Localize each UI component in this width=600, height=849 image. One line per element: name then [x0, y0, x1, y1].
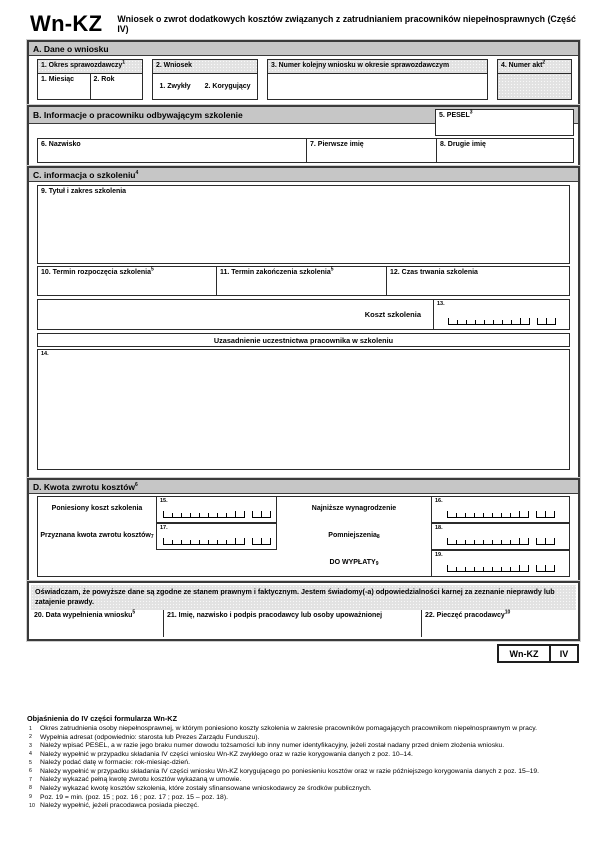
footnote-number: 2 — [29, 734, 32, 741]
fill-date-cell[interactable] — [31, 610, 163, 637]
footnote-text: Należy wypełnić w przypadku składania IV części wniosku Wn-KZ zwykłego oraz w razie korygowania danych z poz. 10–14. — [40, 750, 413, 758]
footnote-item — [27, 751, 579, 760]
reporting-period-box — [37, 59, 143, 100]
footnote-text: Należy wpisać PESEL, a w razie jego braku numer dowodu tożsamości lub inny numer identyfikacyjny, jeżeli został nadany przed dniem złożenia wniosku. — [40, 742, 505, 750]
training-cost-label-cell — [37, 299, 434, 330]
footnotes-title: Objaśnienia do IV części formularza Wn-KZ — [27, 714, 178, 723]
label-sup: 1 — [122, 60, 125, 66]
label-sup: 5 — [132, 609, 136, 616]
footnote-number: 9 — [29, 794, 32, 800]
label-text: 1. Okres sprawozdawczy — [41, 62, 123, 69]
training-title-input[interactable] — [37, 185, 570, 264]
option-zwykly[interactable]: 1. Zwykły — [159, 83, 191, 90]
footnote-item — [27, 785, 579, 794]
granted-amount-label: Przyznana kwota zwrotu kosztów 7 — [40, 532, 154, 540]
amount-comb — [157, 511, 276, 518]
footnote-item — [27, 742, 579, 751]
min-wage-field[interactable] — [431, 496, 570, 523]
footnote-number: 1 — [29, 725, 32, 732]
request-number-input[interactable] — [268, 74, 487, 99]
footnote-text: Wypełnia adresat (odpowiednio: starosta lub Prezes Zarządu Funduszu). — [40, 733, 260, 741]
section-d — [27, 478, 580, 582]
section-a-header: A. Dane o wniosku — [29, 42, 578, 56]
reductions-field[interactable] — [431, 523, 570, 550]
form-title-row — [30, 11, 578, 37]
section-b — [27, 105, 580, 167]
duration-cell[interactable] — [386, 266, 570, 296]
start-date-cell[interactable] — [37, 266, 217, 296]
footnote-item — [27, 802, 579, 811]
stamp-label — [422, 610, 576, 622]
middlename-cell[interactable] — [436, 138, 574, 163]
year-cell[interactable]: 2. Rok — [93, 76, 115, 83]
label-text: DO WYPŁATY — [329, 559, 376, 567]
end-date-cell[interactable] — [216, 266, 387, 296]
incurred-cost-field[interactable] — [156, 496, 277, 523]
reporting-period-label — [38, 60, 142, 74]
granted-amount-field[interactable] — [156, 523, 277, 550]
label-text: 20. Data wypełnienia wniosku — [34, 612, 133, 619]
file-number-input[interactable] — [498, 74, 571, 99]
field-number: 13. — [437, 301, 445, 307]
form-title: Wniosek o zwrot dodatkowych kosztów związanych z zatrudnianiem pracowników niepełnosprawnych (Część IV) — [117, 13, 576, 34]
badge-part: IV — [559, 648, 569, 659]
footnote-number: 10 — [29, 802, 35, 809]
field-number: 17. — [160, 525, 168, 531]
lastname-label: 6. Nazwisko — [41, 141, 81, 148]
footnote-text: Poz. 19 = min. (poz. 15 ; poz. 16 ; poz. 17 ; poz. 15 – poz. 18). — [40, 793, 228, 801]
footnote-text: Należy wykazać kwotę kosztów szkolenia, które zostały sfinansowane wnioskodawcy ze środków publicznych. — [40, 784, 372, 792]
request-number-box — [267, 59, 488, 100]
label-text: 22. Pieczęć pracodawcy — [425, 612, 505, 619]
label-text: 11. Termin zakończenia szkolenia — [220, 269, 331, 276]
end-date-label — [217, 267, 386, 279]
pesel-label — [436, 110, 573, 122]
footnote-number: 6 — [29, 768, 32, 775]
footnote-item — [27, 794, 579, 803]
min-wage-label: Najniższe wynagrodzenie — [311, 505, 397, 513]
label-text: 4. Numer akt — [501, 62, 543, 69]
payout-field[interactable] — [431, 550, 570, 577]
request-type-box — [152, 59, 258, 100]
firstname-label: 7. Pierwsze imię — [310, 141, 364, 148]
justification-input[interactable] — [37, 349, 570, 470]
field-number: 19. — [435, 552, 443, 558]
pesel-input[interactable] — [435, 109, 574, 136]
amount-comb — [434, 318, 569, 325]
footnote-item — [27, 759, 579, 768]
footnote-number: 8 — [29, 785, 32, 792]
section-c-header — [29, 168, 578, 182]
field-number: 16. — [435, 498, 443, 504]
declaration-box — [27, 581, 580, 641]
footnote-item — [27, 725, 579, 734]
lastname-cell[interactable] — [37, 138, 307, 163]
payout-label: DO WYPŁATY 9 — [329, 559, 379, 567]
label-text: 10. Termin rozpoczęcia szkolenia — [41, 269, 151, 276]
amount-comb — [157, 538, 276, 545]
request-number-label: 3. Numer kolejny wniosku w okresie sprawozdawczym — [268, 60, 487, 74]
firstname-cell[interactable] — [306, 138, 437, 163]
request-type-label: 2. Wniosek — [153, 60, 257, 74]
footnote-number: 7 — [29, 776, 32, 783]
reductions-label: Pomniejszenia 8 — [328, 532, 380, 540]
justification-header-bar — [37, 333, 570, 347]
file-number-label — [498, 60, 571, 74]
field-number: 14. — [41, 351, 49, 357]
amount-comb — [432, 511, 569, 518]
request-type-options — [153, 74, 257, 99]
footnote-item — [27, 776, 579, 785]
section-d-header — [29, 480, 578, 494]
amount-comb — [432, 538, 569, 545]
start-date-label — [38, 267, 216, 279]
label-text: D. Kwota zwrotu kosztów — [33, 482, 135, 492]
footnote-item — [27, 768, 579, 777]
label-text: Pomniejszenia — [328, 532, 377, 540]
footnote-text: Należy podać datę w formacie: rok-miesiąc-dzień. — [40, 759, 190, 767]
incurred-cost-label: Poniesiony koszt szkolenia — [51, 505, 143, 513]
label-sup: 4 — [135, 170, 139, 177]
label-text: 5. PESEL — [439, 112, 470, 119]
footnote-number: 4 — [29, 751, 32, 758]
duration-label: 12. Czas trwania szkolenia — [390, 269, 478, 276]
field-number: 15. — [160, 498, 168, 504]
label-sup: 5 — [150, 266, 154, 273]
badge-code: Wn-KZ — [499, 646, 551, 661]
training-cost-label: Koszt szkolenia — [364, 310, 421, 319]
field-number: 18. — [435, 525, 443, 531]
form-code: Wn-KZ — [30, 11, 103, 36]
section-c — [27, 166, 580, 480]
label-sup: 5 — [330, 266, 334, 273]
footnote-text: Należy wykazać pełną kwotę zwrotu kosztów wykazaną w umowie. — [40, 776, 242, 784]
label-sup: 2 — [542, 60, 546, 66]
month-cell[interactable]: 1. Miesiąc — [38, 74, 91, 99]
declaration-text: Oświadczam, że powyższe dane są zgodne ze stanem prawnym i faktycznym. Jestem świadomy(-a) odpowiedzialności karnej za zeznanie nieprawdy lub zatajenie prawdy. — [31, 585, 576, 610]
signature-cell[interactable] — [163, 610, 421, 637]
reporting-period-body — [38, 74, 142, 99]
stamp-cell[interactable] — [421, 610, 576, 637]
fill-date-label — [31, 610, 163, 622]
label-text: Przyznana kwota zwrotu kosztów — [40, 532, 151, 540]
amount-comb — [432, 565, 569, 572]
label-sup: 6 — [135, 482, 138, 489]
file-number-box — [497, 59, 572, 100]
footnote-text: Należy wypełnić, jeżeli pracodawca posiada pieczęć. — [40, 802, 200, 810]
label-sup: 10 — [504, 609, 511, 616]
middlename-label: 8. Drugie imię — [440, 141, 486, 148]
form-badge — [497, 644, 579, 663]
justification-header: Uzasadnienie uczestnictwa pracownika w szkoleniu — [213, 335, 394, 345]
training-title-label: 9. Tytuł i zakres szkolenia — [41, 188, 127, 195]
training-cost-amount-field[interactable] — [433, 299, 570, 330]
section-b-header: B. Informacje o pracowniku odbywającym szkolenie — [29, 107, 578, 124]
label-sup: 3 — [469, 109, 473, 116]
section-a — [27, 40, 580, 106]
label-text: C. informacja o szkoleniu — [33, 170, 136, 180]
footnote-text: Okres zatrudnienia osoby niepełnosprawnej, w którym poniesiono koszty szkolenia w zakresie pracowników pomagających pracownikom niepełnosprawnym w pracy. — [40, 725, 538, 732]
footnote-number: 5 — [29, 759, 32, 766]
footnote-item — [27, 734, 579, 743]
footnote-number: 3 — [29, 742, 32, 749]
option-korygujacy[interactable]: 2. Korygujący — [204, 83, 251, 90]
footnotes — [27, 714, 579, 811]
footnote-text: Należy wypełnić w przypadku składania IV części wniosku Wn-KZ korygującego po poniesieniu kosztów oraz w razie późniejszego korygowania danych z poz. 15–19. — [40, 767, 540, 775]
signature-label: 21. Imię, nazwisko i podpis pracodawcy lub osoby upoważnionej — [167, 612, 383, 619]
